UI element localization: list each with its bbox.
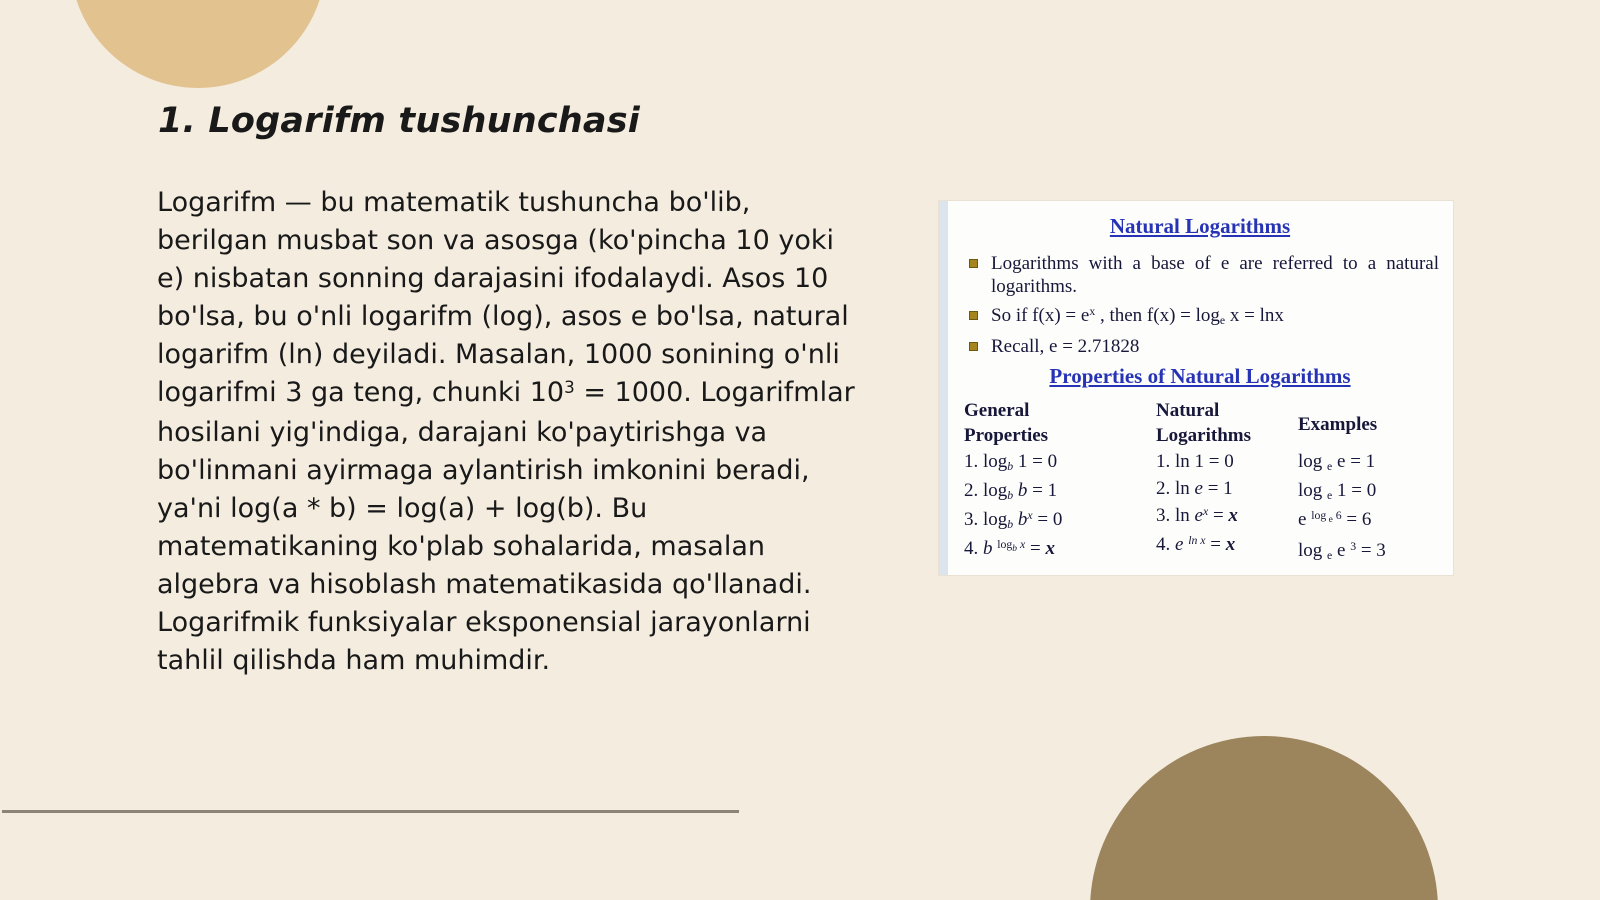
natural-logarithms-figure [939,201,1453,575]
square-bullet-icon [969,259,978,268]
square-bullet-icon [969,311,978,320]
slide-title: 1. Logarifm tushunchasi [158,101,640,141]
table-row: 3. $\ln e^x = x$ [1156,505,1238,526]
table-row: 2. logb b = 1 [964,480,1058,502]
table-column-general-properties [964,398,1156,566]
table-row: 1. logb 1 = 0 [964,451,1058,473]
decorative-circle-top-left [70,0,326,88]
table-column-examples [1298,398,1436,566]
table-row: 4. b $^{log}$b $^x$ = x [964,538,1055,559]
table-row: log e 1 = 0 [1298,480,1377,502]
properties-table [961,398,1439,566]
column-header: Natural Logarithms [1156,400,1251,446]
table-row: 3. logb $b^x = 0$ [964,509,1063,531]
figure-title: Natural Logarithms [1109,214,1291,238]
table-row: 2. ln e = 1 [1156,478,1233,499]
table-column-natural-logarithms [1156,398,1298,566]
figure-bullet-list [961,252,1439,358]
figure-bullet-item [961,304,1439,329]
slide-body-text: Logarifm — bu matematik tushuncha bo'lib, berilgan musbat son va asosga (ko'pincha 10 yoki e) nisbatan sonning darajasini ifodalaydi. Asos 10 bo'lsa, bu o'nli logarifm (log), asos e bo'lsa, natural logarifm (ln) deyiladi. Masalan, 1000 sonining o'nli logarifmi 3 ga teng, chunki $10^3 = 1000$. Logarifmlar hosilani yig'indiga, darajani ko'paytirishga va bo'linmani ayirmaga aylantirish imkonini beradi, ya'ni log(a * b) = log(a) + log(b). Bu matematikaning ko'plab sohalarida, masalan algebra va hisoblash matematikasida qo'llanadi. Logarifmik funksiyalar eksponensial jarayonlarni tahlil qilishda ham muhimdir. [157,187,855,676]
table-row: e $^{log}$ e $^6$ = 6 [1298,509,1372,530]
bullet-text: Logarithms with a base of e are referred to a natural logarithms. [991,253,1439,297]
bullet-text: Recall, e = 2.71828 [991,336,1140,357]
table-row: 1. ln 1 = 0 [1156,451,1234,472]
bullet-text: So if $f(x) = e^x$ , then f(x) = loge x = lnx [991,305,1284,327]
table-row: log e e $^3$ = 3 [1298,540,1386,562]
figure-bullet-item [961,335,1439,358]
figure-bullet-item [961,252,1439,298]
divider-line [2,810,739,813]
table-row: log e e = 1 [1298,451,1376,473]
square-bullet-icon [969,342,978,351]
column-header: Examples [1298,414,1378,435]
column-header: General Properties [964,400,1049,446]
figure-subtitle: Properties of Natural Logarithms [1049,364,1351,388]
table-row: 4. e $^{ln x}$ = x [1156,534,1236,555]
decorative-circle-bottom-right [1090,736,1438,900]
